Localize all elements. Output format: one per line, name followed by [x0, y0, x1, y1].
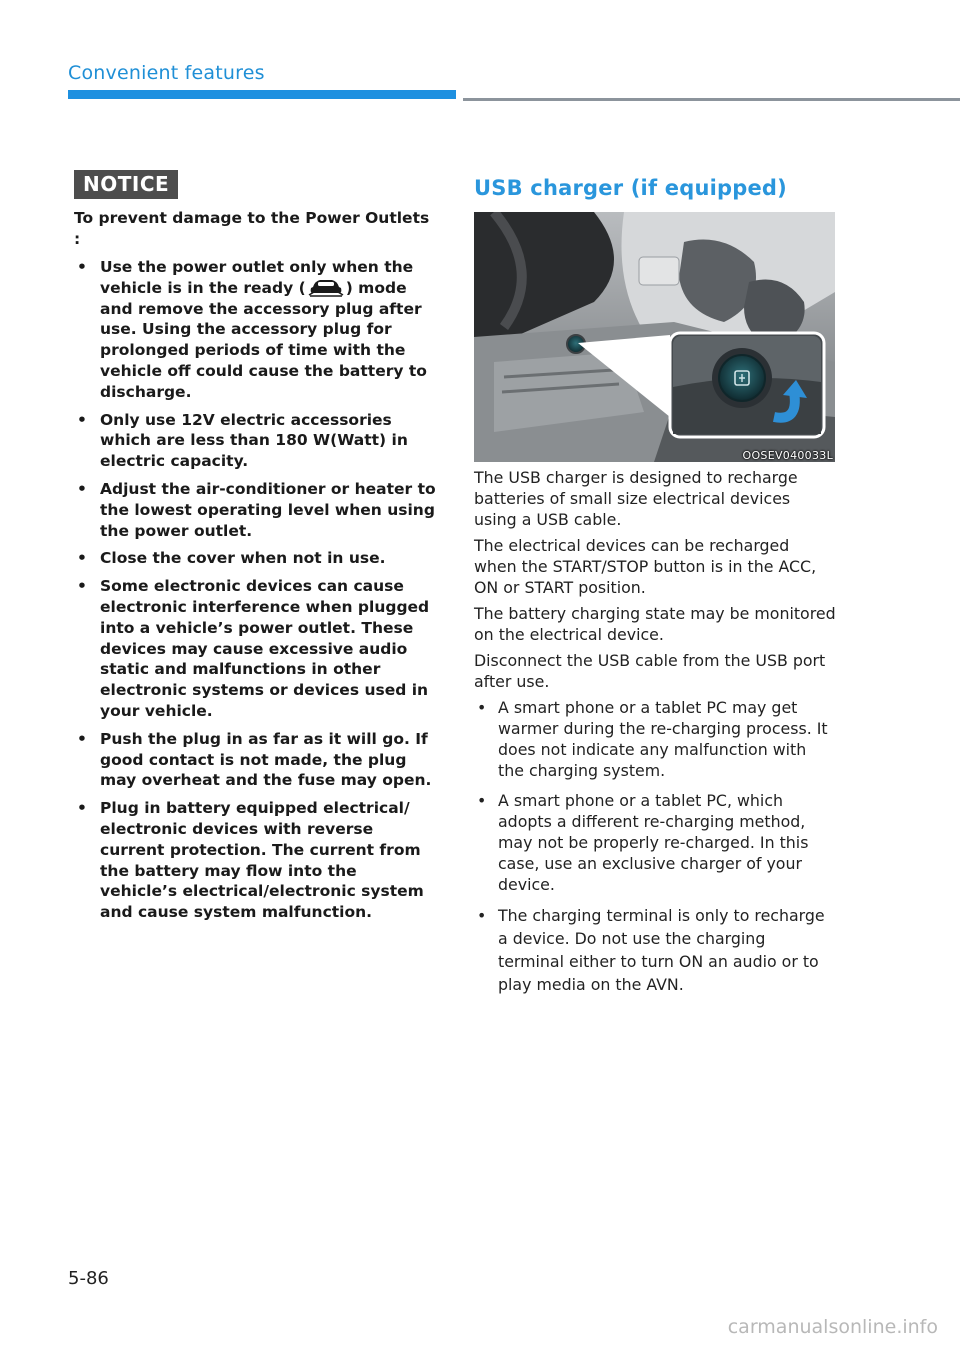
notice-badge: NOTICE: [74, 170, 178, 199]
bullet-icon: •: [77, 549, 87, 568]
image-code: OOSEV040033L: [742, 449, 833, 462]
console-illustration: [474, 212, 835, 462]
usb-bullet-item: [474, 697, 836, 781]
usb-paragraph: The electrical devices can be recharged when the START/STOP button is in the ACC, ON or START position.: [474, 536, 817, 597]
notice-intro: To prevent damage to the Power Outlets :: [74, 209, 430, 248]
page-number: 5-86: [68, 1268, 109, 1289]
notice-item-text: Adjust the air-conditioner or heater to the lowest operating level when using the power outlet.: [100, 479, 436, 540]
usb-charger-photo: [474, 212, 835, 462]
watermark: carmanualsonline.info: [727, 1316, 938, 1338]
bullet-icon: •: [77, 799, 87, 818]
usb-paragraph: Disconnect the USB cable from the USB port after use.: [474, 651, 826, 691]
notice-item: [74, 410, 438, 472]
usb-paragraph: The battery charging state may be monitored on the electrical device.: [474, 604, 836, 644]
notice-item: [74, 576, 438, 722]
notice-item: [74, 729, 438, 791]
notice-item-text: Close the cover when not in use.: [100, 549, 386, 568]
usb-bullet-text: A smart phone or a tablet PC, which adopts a different re-charging method, may not be properly re-charged. In this case, use an exclusive charger of your device.: [498, 791, 809, 894]
usb-bullets: [474, 697, 836, 996]
usb-bullet-text: A smart phone or a tablet PC may get warmer during the re-charging process. It does not indicate any malfunction with the charging system.: [498, 698, 828, 780]
notice-item: [74, 798, 438, 923]
notice-item-text: Push the plug in as far as it will go. If good contact is not made, the plug may overheat and the fuse may open.: [100, 729, 432, 790]
bullet-icon: •: [477, 698, 487, 717]
notice-box: [74, 170, 438, 930]
usb-bullet-item: [474, 904, 836, 996]
notice-item-text-b: ) mode and remove the accessory plug after use. Using the accessory plug for prolonged periods of time with the vehicle off could cause the battery to discharge.: [100, 278, 427, 401]
notice-item-text: Only use 12V electric accessories which are less than 180 W(Watt) in electric capacity.: [100, 410, 408, 471]
header-rule-accent: [68, 90, 456, 99]
notice-item: [74, 548, 438, 569]
usb-section: [474, 170, 836, 1005]
bullet-icon: •: [77, 479, 87, 498]
usb-heading: USB charger (if equipped): [474, 176, 787, 200]
usb-bullet-text: The charging terminal is only to recharge a device. Do not use the charging terminal either to turn ON an audio or to play media on the AVN.: [498, 906, 825, 994]
notice-item: [74, 257, 438, 403]
bullet-icon: •: [77, 258, 87, 276]
usb-bullet-item: [474, 790, 836, 895]
section-title: Convenient features: [68, 62, 265, 84]
notice-list: [74, 257, 438, 923]
notice-item-text: Some electronic devices can cause electronic interference when plugged into a vehicle’s power outlet. These devices may cause excessive audio static and malfunctions in other electronic systems or devices used in your vehicle.: [100, 577, 430, 720]
bullet-icon: •: [77, 729, 87, 748]
notice-item-text: Plug in battery equipped electrical/ electronic devices with reverse current protection. The current from the battery may flow into the vehicle’s electrical/electronic system and cause system malfunction.: [100, 799, 424, 922]
bullet-icon: •: [77, 577, 87, 596]
bullet-icon: •: [477, 906, 487, 925]
notice-item: [74, 479, 438, 541]
ready-mode-car-icon: [307, 278, 345, 297]
bullet-icon: •: [477, 791, 487, 810]
notice-item-text-a: Use the power outlet only when the vehicle is in the ready (: [100, 258, 414, 297]
header-rule: [463, 98, 960, 101]
bullet-icon: •: [77, 410, 87, 429]
usb-paragraph: The USB charger is designed to recharge batteries of small size electrical devices using a USB cable.: [474, 468, 798, 529]
